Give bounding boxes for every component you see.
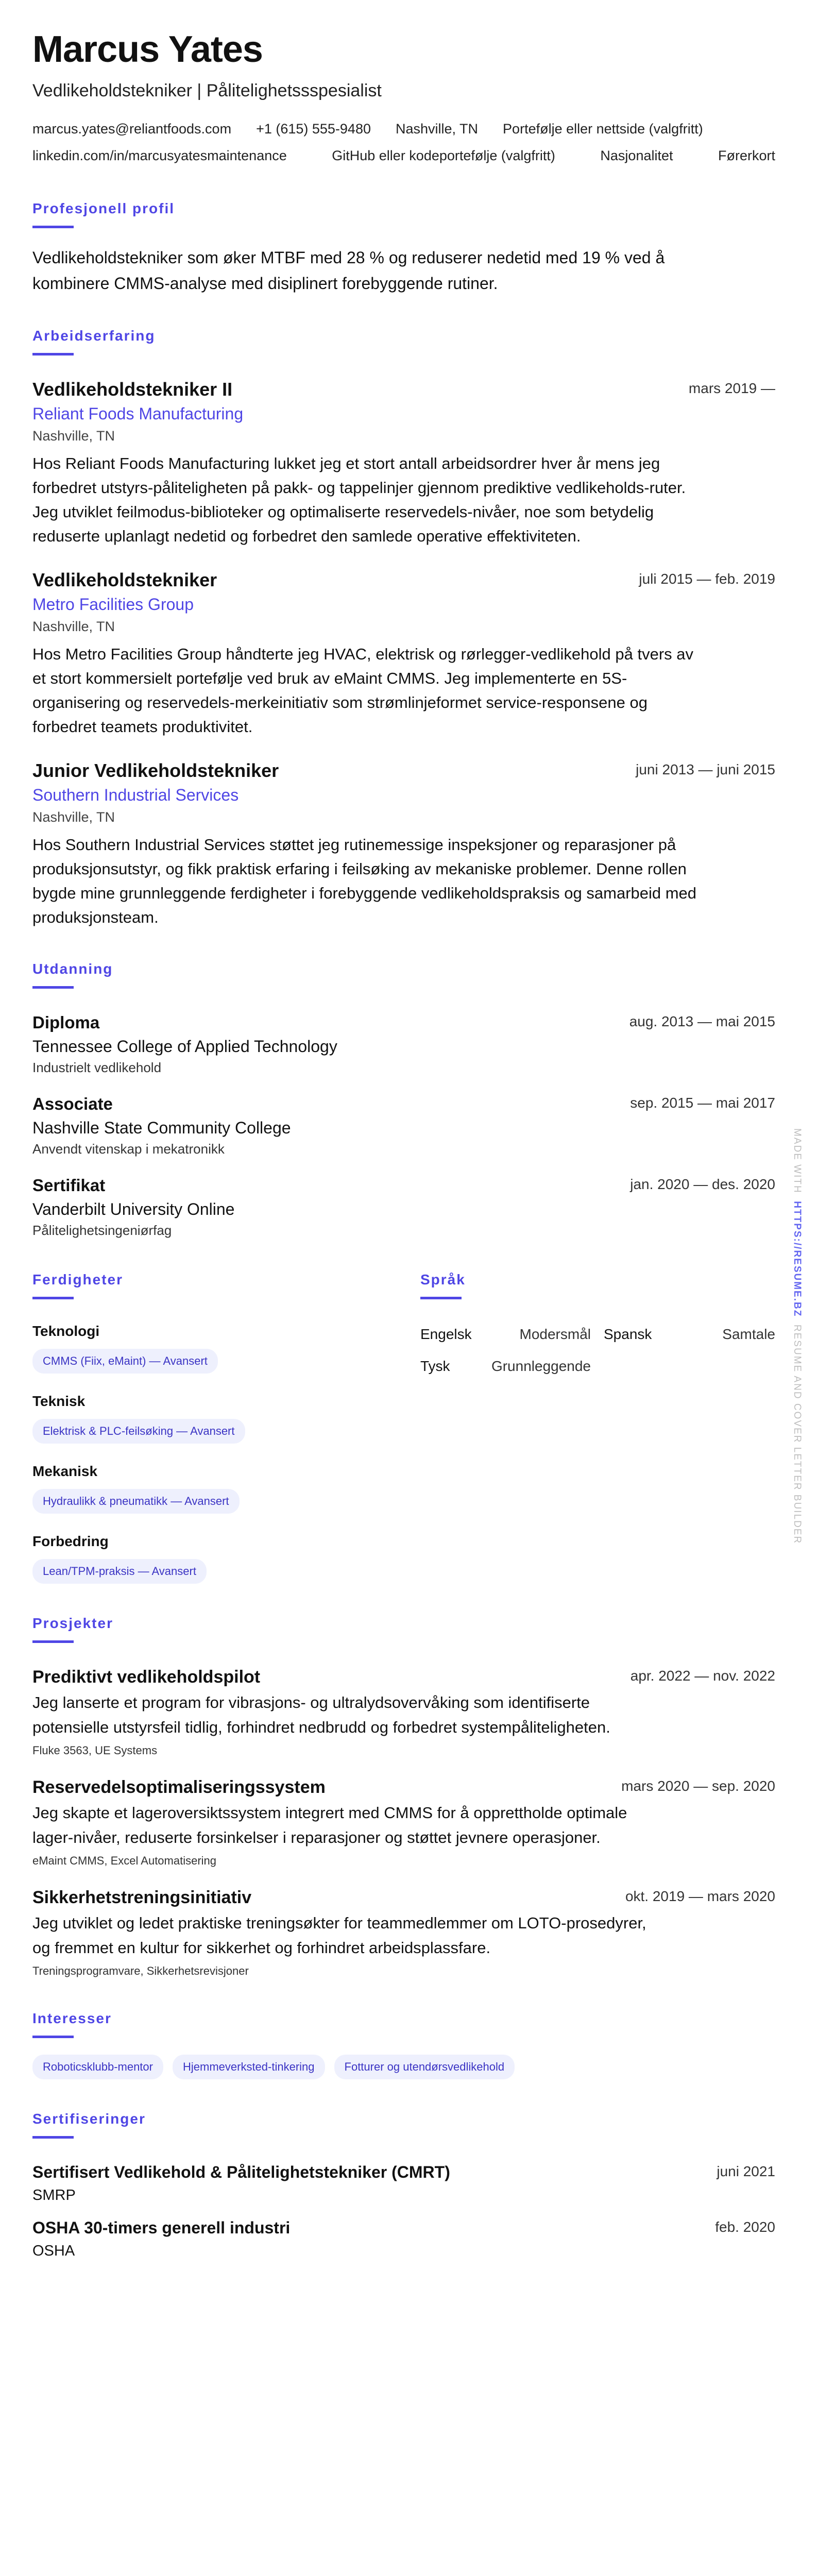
job-dates: mars 2019 —	[688, 380, 775, 396]
section-heading: Språk	[420, 1272, 466, 1287]
contact-github[interactable]: GitHub eller kodeportefølje (valgfritt)	[332, 148, 555, 163]
languages-section	[420, 1271, 775, 1584]
interest-chip: Roboticsklubb-mentor	[32, 2055, 163, 2079]
candidate-name: Marcus Yates	[32, 29, 263, 70]
heading-underline	[32, 2036, 74, 2038]
experience-item	[32, 759, 775, 929]
education-dates: aug. 2013 — mai 2015	[629, 1013, 775, 1029]
project-item	[32, 1886, 775, 1979]
contact-portfolio[interactable]: Portefølje eller nettside (valgfritt)	[503, 121, 703, 137]
contact-license: Førerkort	[718, 148, 775, 163]
contact-phone[interactable]: +1 (615) 555-9480	[256, 121, 371, 137]
project-dates: okt. 2019 — mars 2020	[625, 1888, 775, 1904]
profile-section	[32, 200, 775, 296]
skills-section	[32, 1271, 420, 1584]
job-location: Nashville, TN	[32, 428, 115, 444]
interest-chip: Hjemmeverksted-tinkering	[173, 2055, 325, 2079]
heading-underline	[32, 353, 74, 355]
language-name: Spansk	[604, 1326, 652, 1342]
job-description: Hos Metro Facilities Group håndterte jeg HVAC, elektrisk og rørlegger-vedlikehold på tvers av et stort kommersielt portefølje ved bruk av eMaint CMMS. Jeg implementerte en 5S-organisering og reservedels-merkeinitiativ som strømlinjeformet service-responsene og forbedret teamets produktivitet.	[32, 645, 694, 736]
certification-issuer: SMRP	[32, 2187, 76, 2204]
project-title: Reservedelsoptimaliseringssystem	[32, 1777, 326, 1797]
contact-nationality: Nasjonalitet	[600, 148, 673, 163]
project-item	[32, 1776, 775, 1869]
skill-group	[32, 1322, 420, 1374]
certification-title: OSHA 30-timers generell industri	[32, 2218, 291, 2237]
skill-group-name: Teknisk	[32, 1393, 86, 1409]
skill-chip: Elektrisk & PLC-feilsøking — Avansert	[32, 1419, 245, 1444]
contact-row-1	[32, 115, 775, 142]
experience-item	[32, 569, 775, 739]
skill-chip: Hydraulikk & pneumatikk — Avansert	[32, 1489, 240, 1514]
skill-group-name: Teknologi	[32, 1323, 100, 1339]
profile-text: Vedlikeholdstekniker som øker MTBF med 28 % og reduserer nedetid med 19 % ved å kombinere CMMS-analyse med disiplinert forebyggende rutiner.	[32, 248, 665, 293]
school-name: Vanderbilt University Online	[32, 1200, 235, 1218]
skill-group	[32, 1462, 420, 1514]
project-tech: Fluke 3563, UE Systems	[32, 1744, 158, 1757]
watermark-text	[789, 1128, 805, 1544]
job-title: Junior Vedlikeholdstekniker	[32, 760, 279, 781]
study-area: Anvendt vitenskap i mekatronikk	[32, 1141, 225, 1157]
degree: Sertifikat	[32, 1176, 106, 1195]
project-dates: mars 2020 — sep. 2020	[621, 1778, 775, 1794]
language-item	[604, 1325, 775, 1344]
school-name: Nashville State Community College	[32, 1118, 291, 1137]
job-dates: juli 2015 — feb. 2019	[639, 571, 775, 587]
heading-underline	[32, 2136, 74, 2139]
skill-group-name: Forbedring	[32, 1533, 109, 1549]
skill-group	[32, 1392, 420, 1444]
heading-underline	[32, 986, 74, 989]
study-area: Pålitelighetsingeniørfag	[32, 1223, 172, 1238]
project-title: Prediktivt vedlikeholdspilot	[32, 1667, 261, 1687]
company-name: Metro Facilities Group	[32, 595, 194, 614]
skills-languages-row	[32, 1271, 775, 1584]
language-level: Modersmål	[519, 1326, 591, 1342]
watermark-prefix: MADE WITH	[792, 1128, 803, 1194]
language-name: Tysk	[420, 1358, 450, 1374]
language-item	[420, 1325, 591, 1344]
skill-group-name: Mekanisk	[32, 1463, 98, 1479]
project-title: Sikkerhetstreningsinitiativ	[32, 1888, 252, 1907]
education-item	[32, 1093, 775, 1159]
skill-chip: Lean/TPM-praksis — Avansert	[32, 1559, 207, 1584]
contact-row-2	[32, 142, 775, 169]
heading-underline	[32, 1297, 74, 1299]
company-name: Reliant Foods Manufacturing	[32, 404, 244, 423]
education-item	[32, 1174, 775, 1240]
education-dates: jan. 2020 — des. 2020	[630, 1176, 775, 1192]
education-section	[32, 960, 775, 1240]
contact-location: Nashville, TN	[395, 121, 479, 137]
project-description: Jeg lanserte et program for vibrasjons- og ultralydsovervåking som identifiserte potensielle utstyrsfeil tidlig, forhindret nedbrudd og forbedret systempåliteligheten.	[32, 1693, 610, 1736]
certification-title: Sertifisert Vedlikehold & Pålitelighetstekniker (CMRT)	[32, 2163, 450, 2181]
education-dates: sep. 2015 — mai 2017	[630, 1095, 775, 1111]
certification-date: juni 2021	[717, 2163, 775, 2179]
language-list	[420, 1325, 775, 1376]
skill-chip: CMMS (Fiix, eMaint) — Avansert	[32, 1349, 218, 1374]
watermark-link[interactable]: HTTPS://RESUME.BZ	[792, 1201, 803, 1317]
section-heading: Arbeidserfaring	[32, 328, 156, 344]
certification-date: feb. 2020	[715, 2219, 775, 2235]
education-item	[32, 1011, 775, 1077]
company-name: Southern Industrial Services	[32, 786, 239, 804]
experience-item	[32, 378, 775, 548]
resume-header	[32, 0, 775, 169]
heading-underline	[420, 1297, 462, 1299]
school-name: Tennessee College of Applied Technology	[32, 1037, 337, 1056]
project-description: Jeg utviklet og ledet praktiske treningsøkter for teammedlemmer om LOTO-prosedyrer, og fremmet en kultur for sikkerhet og forhindret arbeidsplassfare.	[32, 1914, 646, 1957]
language-level: Samtale	[722, 1326, 775, 1342]
section-heading: Utdanning	[32, 961, 113, 977]
candidate-subtitle: Vedlikeholdstekniker | Pålitelighetssspesialist	[32, 81, 382, 100]
projects-section	[32, 1615, 775, 1979]
study-area: Industrielt vedlikehold	[32, 1060, 162, 1075]
degree: Associate	[32, 1094, 113, 1113]
experience-section	[32, 327, 775, 929]
language-level: Grunnleggende	[491, 1358, 591, 1374]
contact-linkedin[interactable]: linkedin.com/in/marcusyatesmaintenance	[32, 148, 287, 163]
job-description: Hos Southern Industrial Services støttet jeg rutinemessige inspeksjoner og reparasjoner på produksjonsutstyr, og fikk praktisk erfaring i feilsøking av mekaniske problemer. Denne rollen bygde mine grunnleggende ferdigheter i forebyggende vedlikeholdspraksis og samarbeid med produksjonsteam.	[32, 836, 697, 926]
job-dates: juni 2013 — juni 2015	[636, 761, 775, 777]
resume-bz-watermark	[789, 1128, 805, 1545]
section-heading: Interesser	[32, 2010, 112, 2026]
heading-underline	[32, 226, 74, 228]
job-location: Nashville, TN	[32, 619, 115, 634]
project-tech: Treningsprogramvare, Sikkerhetsrevisjoner	[32, 1964, 249, 1977]
interest-list	[32, 2055, 775, 2079]
certification-issuer: OSHA	[32, 2243, 75, 2259]
project-description: Jeg skapte et lageroversiktssystem integrert med CMMS for å opprettholde optimale lager-nivåer, reduserte forsinkelser i reparasjoner og støttet jevnere operasjoner.	[32, 1804, 627, 1846]
project-tech: eMaint CMMS, Excel Automatisering	[32, 1854, 217, 1867]
job-title: Vedlikeholdstekniker	[32, 569, 217, 590]
section-heading: Profesjonell profil	[32, 200, 175, 216]
job-location: Nashville, TN	[32, 809, 115, 825]
certification-item	[32, 2161, 775, 2206]
language-item	[420, 1357, 591, 1376]
project-dates: apr. 2022 — nov. 2022	[630, 1668, 775, 1684]
section-heading: Sertifiseringer	[32, 2111, 146, 2127]
project-item	[32, 1666, 775, 1758]
degree: Diploma	[32, 1013, 100, 1032]
job-title: Vedlikeholdstekniker II	[32, 379, 233, 400]
certifications-section	[32, 2110, 775, 2261]
section-heading: Ferdigheter	[32, 1272, 124, 1287]
skill-group	[32, 1532, 420, 1584]
interest-chip: Fotturer og utendørsvedlikehold	[334, 2055, 515, 2079]
section-heading: Prosjekter	[32, 1615, 113, 1631]
job-description: Hos Reliant Foods Manufacturing lukket jeg et stort antall arbeidsordrer hver år mens jeg forbedret utstyrs-påliteligheten på pakk- og tappelinjer gjennom prediktive vedlikeholds-ruter. Jeg utviklet feilmodus-biblioteker og optimaliserte reservedels-nivåer, noe som betydelig reduserte uplanlagt nedetid og forbedret den samlede operative effektiviteten.	[32, 454, 686, 545]
heading-underline	[32, 1640, 74, 1643]
watermark-suffix: RESUME AND COVER LETTER BUILDER	[792, 1324, 803, 1545]
language-name: Engelsk	[420, 1326, 472, 1342]
interests-section	[32, 2010, 775, 2079]
certification-item	[32, 2217, 775, 2261]
contact-email[interactable]: marcus.yates@reliantfoods.com	[32, 121, 232, 137]
